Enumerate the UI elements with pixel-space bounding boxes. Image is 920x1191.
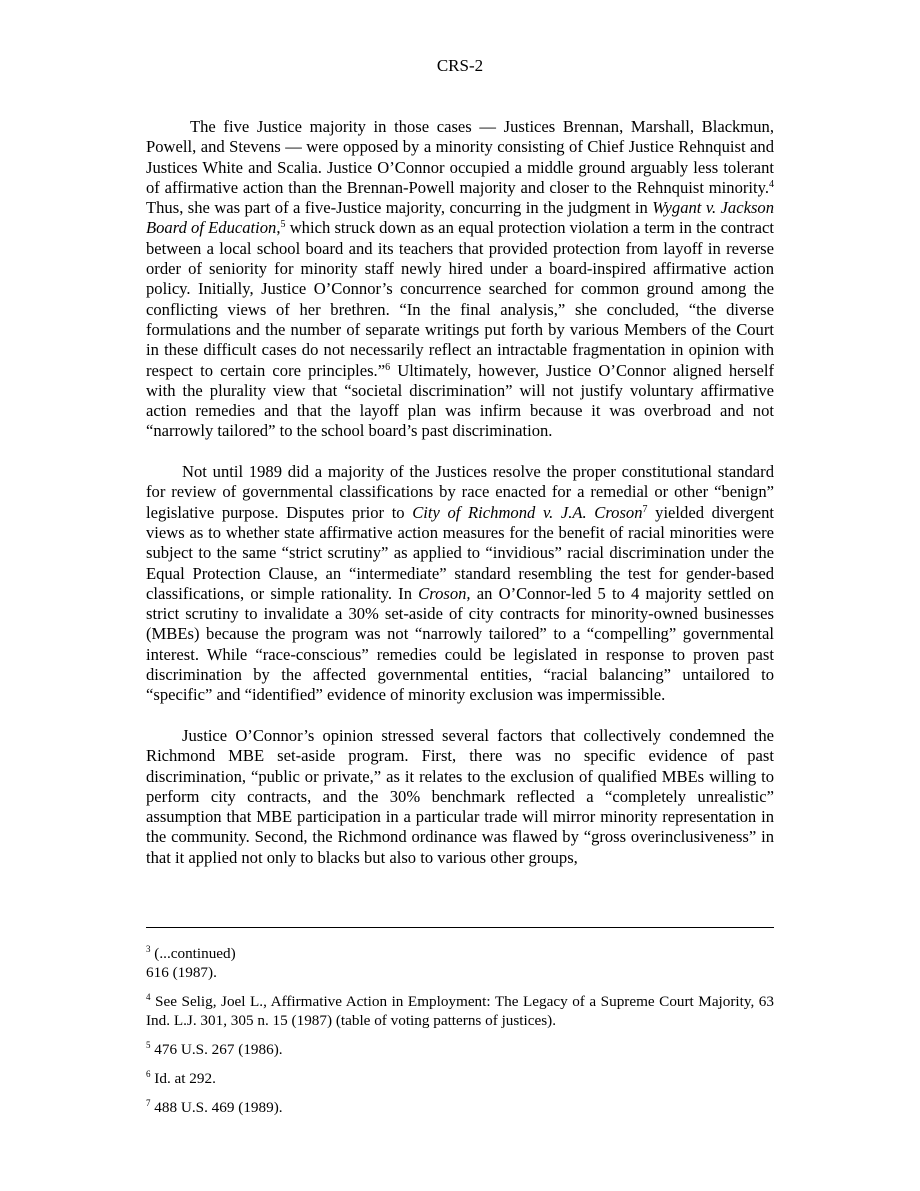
paragraph-1	[146, 117, 774, 442]
page-number-header: CRS-2	[436, 56, 484, 75]
text-run: an O’Connor-led 5 to 4 majority settled on strict scrutiny to invalidate a 30% set-aside of city contracts for minority-owned businesses (MBEs) because the program was not “narrowly tailored” to a “compelling” governmental interest. While “race-conscious” remedies could be legislated in response to proven past discrimination by the affected governmental entities, “racial balancing” untailored to “specific” and “identified” evidence of minority exclusion was impermissible.	[146, 583, 774, 705]
text-run: yielded divergent views as to whether state affirmative action measures for the benefit of racial minorities were subject to the same “strict scrutiny” as applied to “invidious” racial discrimination under the Equal Protection Clause, an “intermediate” standard resembling the test for gender-based classifications, or simple rationality. In	[146, 502, 774, 603]
paragraph-2	[146, 462, 774, 706]
footnote-text: 488 U.S. 469 (1989).	[154, 1099, 283, 1116]
footnote-text: (...continued)	[154, 945, 236, 962]
footnote-6	[146, 1069, 774, 1088]
text-run: The five Justice majority in those cases — Justices Brennan, Marshall, Blackmun, Powell, and Stevens — were opposed by a minority consisting of Chief Justice Rehnquist and Justices White and Scalia. Justice O’Connor occupied a middle ground arguably less tolerant of affirmative action than the Brennan-Powell majority and closer to the Rehnquist minority.	[146, 117, 774, 197]
footnote-text: 476 U.S. 267 (1986).	[154, 1041, 283, 1058]
case-name: Croson,	[418, 583, 471, 603]
text-run: Thus, she was part of a five-Justice majority, concurring in the judgment in	[146, 198, 653, 218]
text-run: ,	[276, 218, 281, 238]
footnote-separator-rule	[146, 927, 774, 928]
text-run: Not until 1989 did a majority of the Justices resolve the proper constitutional standard for review of governmental classifications by race enacted for a remedial or other “benign” legislative purpose. Disputes prior to	[146, 462, 774, 522]
footnote-reference: 7	[642, 503, 648, 515]
footnote-reference: 6	[385, 361, 391, 373]
footnote-3	[146, 944, 774, 982]
body-text	[146, 117, 774, 888]
footnote-number: 3	[146, 944, 151, 954]
text-run: Ultimately, however, Justice O’Connor aligned herself with the plurality view that “societal discrimination” will not justify voluntary affirmative action remedies and that the layoff plan was infirm because it was overbroad and not “narrowly tailored” to the school board’s past discrimination.	[146, 360, 774, 441]
footnote-number: 4	[146, 992, 151, 1002]
text-run: Justice O’Connor’s opinion stressed several factors that collectively condemned the Richmond MBE set-aside program. First, there was no specific evidence of past discrimination, “public or private,” as it relates to the exclusion of qualified MBEs willing to perform city contracts, and the 30% benchmark reflected a “completely unrealistic” assumption that MBE participation in a particular trade will mirror minority representation in the community. Second, the Richmond ordinance was flawed by “gross overinclusiveness” in that it applied not only to blacks but also to various other groups,	[146, 725, 774, 867]
footnote-5	[146, 1040, 774, 1059]
footnote-text: Id. at 292.	[154, 1070, 216, 1087]
footnote-text: 616 (1987).	[146, 964, 217, 981]
footnote-text: See Selig, Joel L., Affirmative Action in Employment: The Legacy of a Supreme Court Majority, 63 Ind. L.J. 301, 305 n. 15 (1987) (table of voting patterns of justices).	[146, 993, 774, 1029]
text-run: which struck down as an equal protection violation a term in the contract between a local school board and its teachers that provided protection from layoff in reverse order of seniority for minority staff newly hired under a board-inspired affirmative action policy. Initially, Justice O’Connor’s concurrence searched for common ground among the conflicting views of her brethren. “In the final analysis,” she concluded, “the diverse formulations and the number of separate writings put forth by various Members of the Court in these difficult cases do not necessarily reflect an intractable fragmentation in opinion with respect to certain core principles.”	[146, 218, 775, 380]
paragraph-3	[146, 726, 774, 868]
footnotes	[146, 944, 774, 1127]
footnote-number: 7	[146, 1098, 151, 1108]
footnote-reference: 5	[280, 219, 286, 231]
footnote-7	[146, 1098, 774, 1117]
case-name: City of Richmond v. J.A. Croson	[412, 502, 643, 522]
case-name: Wygant v. Jackson Board of Education	[146, 198, 774, 238]
footnote-reference: 4	[769, 178, 774, 190]
footnote-4	[146, 992, 774, 1030]
footnote-number: 5	[146, 1040, 151, 1050]
footnote-number: 6	[146, 1069, 151, 1079]
